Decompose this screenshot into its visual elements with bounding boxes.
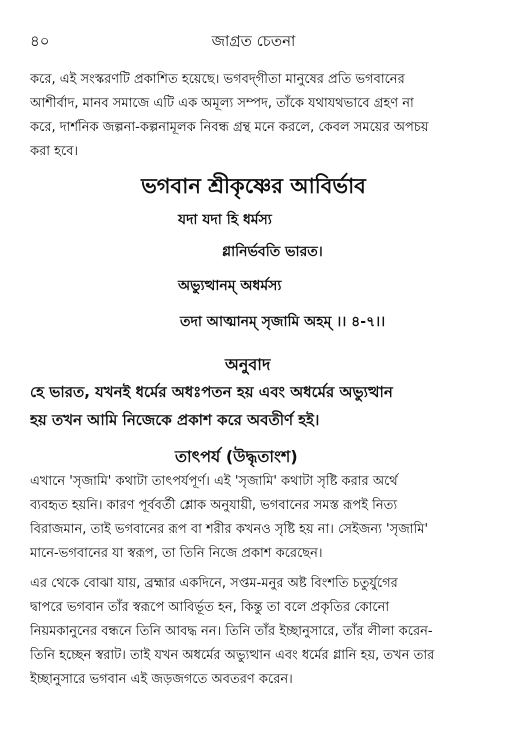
text-line: ইচ্ছানুসারে ভগবান এই জড়জগতে অবতরণ করেন। (30, 672, 293, 687)
translation-text (30, 378, 479, 434)
page-number: ৪০ (30, 32, 50, 50)
verse-line-3: অভ্যুত্থানম্ অধর্মস্য (178, 278, 282, 294)
purport-paragraph-1 (30, 470, 479, 566)
verse-line-1: যদা যদা হি ধর্মস্য (178, 212, 272, 228)
text-line: আশীর্বাদ, মানব সমাজে এটি এক অমূল্য সম্পদ, তাঁকে যথাযথভাবে গ্রহণ না (30, 96, 414, 111)
text-line: হয় তখন আমি নিজেকে প্রকাশ করে অবতীর্ণ হই। (30, 411, 320, 429)
text-line: এর থেকে বোঝা যায়, ব্রহ্মার একদিনে, সপ্তম-মনুর অষ্ট বিংশতি চতুর্যুগের (30, 576, 398, 591)
verse-line-2: গ্লানির্ভবতি ভারত। (222, 244, 323, 260)
text-line: দ্বাপরে ভগবান তাঁর স্বরূপে আবির্ভূত হন, কিন্তু তা বলে প্রকৃতির কোনো (30, 600, 390, 615)
text-line: মানে-ভগবানের যা স্বরূপ, তা তিনি নিজে প্রকাশ করেছেন। (30, 546, 323, 561)
translation-heading: অনুবাদ (225, 355, 271, 374)
text-line: নিয়মকানুনের বন্ধনে তিনি আবদ্ধ নন। তিনি তাঁর ইচ্ছানুসারে, তাঁর লীলা করেন- (30, 624, 433, 639)
text-line: করা হবে। (30, 144, 79, 159)
section-title: ভগবান শ্রীকৃষ্ণের আবির্ভাব (141, 174, 366, 198)
purport-paragraph-2 (30, 572, 479, 692)
text-line: করে, এই সংস্করণটি প্রকাশিত হয়েছে। ভগবদ্‌গীতা মানুষের প্রতি ভগবানের (30, 72, 405, 87)
page-header (30, 30, 477, 52)
text-line: হে ভারত, যখনই ধর্মের অধঃপতন হয় এবং অধর্মের অভ্যুত্থান (30, 383, 393, 401)
text-line: তিনি হচ্ছেন স্বরাট। তাই যখন অধর্মের অভ্যুত্থান এবং ধর্মের গ্লানি হয়, তখন তার (30, 648, 435, 663)
text-line: করে, দার্শনিক জল্পনা-কল্পনামূলক নিবন্ধ গ্রন্থ মনে করলে, কেবল সময়ের অপচয় (30, 120, 429, 135)
text-line: বিরাজমান, তাই ভগবানের রূপ বা শরীর কখনও সৃষ্টি হয় না। সেইজন্য 'সৃজামি' (30, 522, 429, 537)
running-title: জাগ্রত চেতনা (211, 32, 296, 50)
text-line: ব্যবহৃত হয়নি। কারণ পূর্ববর্তী শ্লোক অনুযায়ী, ভগবানের সমস্ত রূপই নিত্য (30, 498, 398, 513)
purport-heading: তাৎপর্য (উদ্ধৃতাংশ) (175, 447, 298, 466)
intro-paragraph (30, 68, 479, 164)
verse-line-4: তদা আত্মানম্ সৃজামি অহম্ ।। ৪-৭।। (180, 314, 386, 330)
text-line: এখানে 'সৃজামি' কথাটা তাৎপর্যপূর্ণ। এই 'সৃজামি' কথাটা সৃষ্টি করার অর্থে (30, 474, 398, 489)
